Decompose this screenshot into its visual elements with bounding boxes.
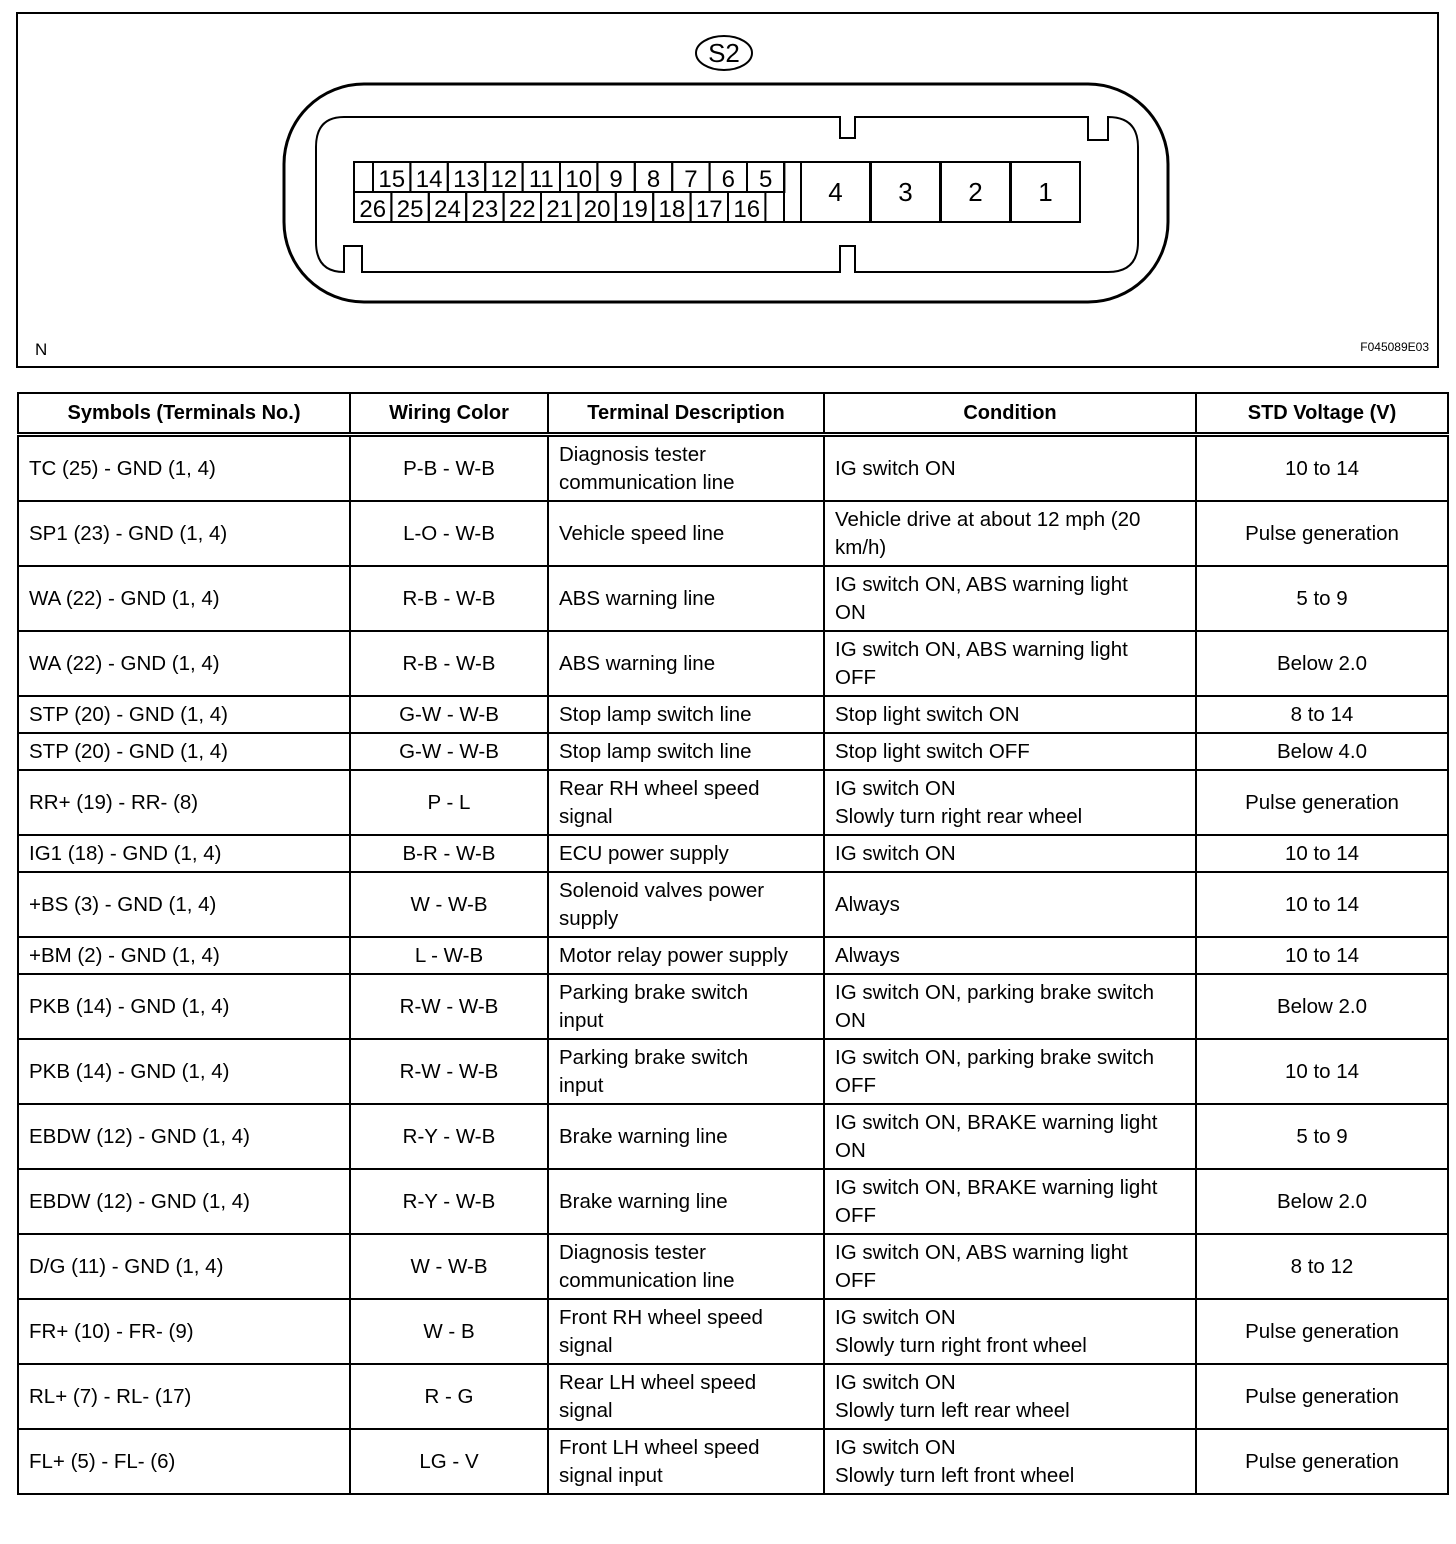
large-pin-label: 4 — [828, 177, 843, 207]
cell-description-text: Motor relay power supply — [559, 943, 789, 967]
cell-symbol-text: STP (20) - GND (1, 4) — [29, 702, 228, 726]
cell-std-voltage-text: 5 to 9 — [1296, 586, 1348, 610]
cell-description-text: Vehicle speed line — [559, 521, 725, 545]
cell-wiring-color — [350, 872, 548, 937]
cell-condition — [824, 435, 1196, 502]
cell-wiring-color — [350, 501, 548, 566]
cell-description — [548, 631, 824, 696]
cell-description — [548, 872, 824, 937]
cell-std-voltage — [1196, 1104, 1448, 1169]
cell-std-voltage-text: Pulse generation — [1245, 1449, 1399, 1473]
table-row — [18, 770, 1448, 835]
cell-wiring-color — [350, 1039, 548, 1104]
cell-condition-text: Slowly turn left front wheel — [835, 1463, 1075, 1487]
pin-label: 21 — [546, 196, 574, 223]
cell-std-voltage-text: 5 to 9 — [1296, 1124, 1348, 1148]
cell-description-text: Rear LH wheel speed — [559, 1370, 757, 1394]
cell-condition-text: IG switch ON, ABS warning light — [835, 637, 1128, 661]
cell-symbol — [18, 1234, 350, 1299]
cell-condition-text: IG switch ON, BRAKE warning light — [835, 1110, 1158, 1134]
cell-condition-text: Vehicle drive at about 12 mph (20 — [835, 507, 1141, 531]
pin-label: 16 — [733, 196, 761, 223]
cell-symbol-text: WA (22) - GND (1, 4) — [29, 586, 220, 610]
cell-std-voltage-text: Pulse generation — [1245, 1384, 1399, 1408]
cell-symbol-text: +BS (3) - GND (1, 4) — [29, 892, 217, 916]
cell-condition — [824, 566, 1196, 631]
cell-description-text: signal — [559, 804, 613, 828]
cell-wiring-color — [350, 1104, 548, 1169]
cell-description-text: communication line — [559, 1268, 735, 1292]
table-row — [18, 1104, 1448, 1169]
large-pin-label: 1 — [1038, 177, 1053, 207]
cell-condition-text: IG switch ON — [835, 776, 956, 800]
cell-condition-text: Slowly turn right rear wheel — [835, 804, 1083, 828]
cell-condition-text: IG switch ON, ABS warning light — [835, 1240, 1128, 1264]
cell-symbol — [18, 696, 350, 733]
cell-symbol-text: RL+ (7) - RL- (17) — [29, 1384, 192, 1408]
cell-description — [548, 566, 824, 631]
pin-label: 19 — [621, 196, 648, 223]
cell-wiring-color — [350, 435, 548, 502]
cell-symbol-text: WA (22) - GND (1, 4) — [29, 651, 220, 675]
cell-description — [548, 1169, 824, 1234]
cell-symbol-text: PKB (14) - GND (1, 4) — [29, 1059, 230, 1083]
cell-description-text: Brake warning line — [559, 1124, 728, 1148]
cell-description-text: Solenoid valves power — [559, 878, 765, 902]
cell-description — [548, 696, 824, 733]
cell-condition-text: ON — [835, 1008, 866, 1032]
cell-std-voltage — [1196, 937, 1448, 974]
pin-label: 26 — [359, 196, 387, 223]
cell-condition — [824, 1104, 1196, 1169]
cell-condition-text: km/h) — [835, 535, 887, 559]
pin-label: 20 — [583, 196, 611, 223]
cell-description-text: ABS warning line — [559, 586, 716, 610]
cell-condition-text: Always — [835, 943, 900, 967]
cell-description-text: Stop lamp switch line — [559, 739, 752, 763]
header-symbols: Symbols (Terminals No.) — [18, 393, 350, 435]
cell-wiring-color — [350, 770, 548, 835]
cell-wiring-color — [350, 1364, 548, 1429]
cell-description — [548, 1364, 824, 1429]
cell-std-voltage — [1196, 1234, 1448, 1299]
cell-description — [548, 974, 824, 1039]
cell-description-text: Stop lamp switch line — [559, 702, 752, 726]
pin-label: 14 — [415, 166, 443, 193]
cell-symbol-text: PKB (14) - GND (1, 4) — [29, 994, 230, 1018]
cell-description — [548, 835, 824, 872]
cell-symbol — [18, 733, 350, 770]
pin-label: 17 — [695, 196, 723, 223]
table-row — [18, 501, 1448, 566]
cell-wiring-color-text: G-W - W-B — [399, 702, 499, 726]
cell-description — [548, 501, 824, 566]
pin-label: 6 — [721, 166, 735, 193]
cell-description-text: Parking brake switch — [559, 980, 749, 1004]
table-row — [18, 631, 1448, 696]
cell-description — [548, 1234, 824, 1299]
cell-condition-text: Slowly turn left rear wheel — [835, 1398, 1070, 1422]
cell-description — [548, 1429, 824, 1494]
cell-wiring-color — [350, 631, 548, 696]
cell-condition-text: OFF — [835, 1203, 876, 1227]
cell-description-text: signal input — [559, 1463, 663, 1487]
cell-description-text: ECU power supply — [559, 841, 729, 865]
table-row — [18, 1169, 1448, 1234]
cell-symbol-text: EBDW (12) - GND (1, 4) — [29, 1124, 250, 1148]
cell-condition — [824, 1234, 1196, 1299]
cell-description — [548, 937, 824, 974]
large-pin-label: 2 — [968, 177, 983, 207]
cell-wiring-color — [350, 1299, 548, 1364]
cell-condition-text: IG switch ON — [835, 841, 956, 865]
cell-symbol — [18, 1364, 350, 1429]
figure-id: F045089E03 — [1360, 340, 1429, 354]
cell-symbol — [18, 501, 350, 566]
view-mark: N — [35, 340, 48, 359]
cell-symbol — [18, 1429, 350, 1494]
cell-condition-text: Slowly turn right front wheel — [835, 1333, 1087, 1357]
cell-condition — [824, 974, 1196, 1039]
cell-description-text: Front LH wheel speed — [559, 1435, 760, 1459]
cell-wiring-color — [350, 566, 548, 631]
cell-symbol-text: FL+ (5) - FL- (6) — [29, 1449, 176, 1473]
cell-condition — [824, 770, 1196, 835]
cell-std-voltage-text: 10 to 14 — [1284, 892, 1360, 916]
cell-condition-text: ON — [835, 1138, 866, 1162]
cell-condition — [824, 1169, 1196, 1234]
cell-condition-text: OFF — [835, 665, 876, 689]
cell-std-voltage — [1196, 835, 1448, 872]
header-std-voltage: STD Voltage (V) — [1196, 393, 1448, 435]
pin-grid — [354, 162, 1080, 223]
cell-condition-text: IG switch ON, ABS warning light — [835, 572, 1128, 596]
pin-label: 9 — [609, 166, 623, 193]
connector-drawing — [18, 14, 1441, 370]
cell-description-text: signal — [559, 1398, 613, 1422]
pin-label: 22 — [508, 196, 536, 223]
pin-label: 13 — [453, 166, 480, 193]
table-row — [18, 1364, 1448, 1429]
cell-std-voltage — [1196, 1169, 1448, 1234]
cell-condition — [824, 631, 1196, 696]
header-wiring-color: Wiring Color — [350, 393, 548, 435]
cell-wiring-color-text: G-W - W-B — [399, 739, 499, 763]
table-row — [18, 937, 1448, 974]
cell-description-text: signal — [559, 1333, 613, 1357]
cell-std-voltage-text: 8 to 12 — [1290, 1254, 1354, 1278]
cell-symbol-text: D/G (11) - GND (1, 4) — [29, 1254, 224, 1278]
table-row — [18, 1234, 1448, 1299]
cell-condition — [824, 1039, 1196, 1104]
pin-label: 7 — [684, 166, 698, 193]
cell-symbol-text: FR+ (10) - FR- (9) — [29, 1319, 194, 1343]
cell-description-text: input — [559, 1008, 604, 1032]
cell-wiring-color-text: L - W-B — [414, 943, 484, 967]
cell-symbol — [18, 937, 350, 974]
cell-wiring-color — [350, 1234, 548, 1299]
cell-symbol-text: STP (20) - GND (1, 4) — [29, 739, 228, 763]
cell-symbol — [18, 835, 350, 872]
cell-symbol — [18, 1169, 350, 1234]
pin-label: 25 — [396, 196, 424, 223]
cell-wiring-color-text: P-B - W-B — [403, 456, 495, 480]
connector-diagram — [16, 12, 1439, 368]
cell-condition-text: IG switch ON, BRAKE warning light — [835, 1175, 1158, 1199]
cell-symbol-text: EBDW (12) - GND (1, 4) — [29, 1189, 250, 1213]
pin-label: 24 — [434, 196, 461, 223]
cell-std-voltage-text: Below 4.0 — [1276, 739, 1368, 763]
cell-std-voltage-text: Below 2.0 — [1276, 651, 1368, 675]
pin-label: 11 — [528, 166, 554, 193]
cell-condition-text: OFF — [835, 1268, 876, 1292]
cell-condition-text: IG switch ON — [835, 456, 956, 480]
cell-wiring-color-text: P - L — [427, 790, 471, 814]
cell-description — [548, 1104, 824, 1169]
cell-symbol — [18, 435, 350, 502]
cell-condition — [824, 501, 1196, 566]
table-row — [18, 566, 1448, 631]
cell-std-voltage — [1196, 435, 1448, 502]
cell-symbol-text: SP1 (23) - GND (1, 4) — [29, 521, 228, 545]
pin-label: 15 — [378, 166, 406, 193]
pin-label: 12 — [490, 166, 518, 193]
cell-wiring-color-text: W - B — [423, 1319, 475, 1343]
cell-wiring-color — [350, 835, 548, 872]
pin-label: 23 — [471, 196, 499, 223]
table-row — [18, 872, 1448, 937]
cell-description-text: input — [559, 1073, 604, 1097]
cell-std-voltage — [1196, 631, 1448, 696]
cell-wiring-color-text: W - W-B — [410, 1254, 488, 1278]
cell-std-voltage — [1196, 501, 1448, 566]
cell-std-voltage — [1196, 1364, 1448, 1429]
table-row — [18, 696, 1448, 733]
cell-symbol-text: RR+ (19) - RR- (8) — [29, 790, 199, 814]
terminal-spec-table — [17, 392, 1449, 1495]
cell-std-voltage-text: Below 2.0 — [1276, 994, 1368, 1018]
cell-condition-text: OFF — [835, 1073, 876, 1097]
cell-wiring-color — [350, 1169, 548, 1234]
cell-std-voltage — [1196, 566, 1448, 631]
cell-wiring-color-text: LG - V — [419, 1449, 479, 1473]
table-row — [18, 1039, 1448, 1104]
cell-symbol — [18, 1104, 350, 1169]
cell-symbol — [18, 770, 350, 835]
cell-condition-text: Stop light switch ON — [835, 702, 1020, 726]
cell-symbol-text: +BM (2) - GND (1, 4) — [29, 943, 220, 967]
cell-wiring-color-text: R-Y - W-B — [402, 1189, 496, 1213]
cell-wiring-color-text: R-Y - W-B — [402, 1124, 496, 1148]
cell-description-text: Front RH wheel speed — [559, 1305, 763, 1329]
cell-std-voltage — [1196, 872, 1448, 937]
cell-std-voltage — [1196, 1299, 1448, 1364]
cell-condition — [824, 1364, 1196, 1429]
table-row — [18, 733, 1448, 770]
cell-symbol — [18, 1039, 350, 1104]
table-row — [18, 835, 1448, 872]
cell-symbol — [18, 566, 350, 631]
table-row — [18, 435, 1448, 502]
cell-description-text: Parking brake switch — [559, 1045, 749, 1069]
table-row — [18, 1299, 1448, 1364]
cell-condition — [824, 872, 1196, 937]
cell-condition — [824, 1429, 1196, 1494]
cell-description — [548, 1299, 824, 1364]
cell-wiring-color-text: R-B - W-B — [402, 586, 496, 610]
cell-std-voltage-text: 10 to 14 — [1284, 943, 1360, 967]
cell-symbol — [18, 872, 350, 937]
table-body — [18, 435, 1448, 1495]
cell-condition-text: IG switch ON — [835, 1370, 956, 1394]
cell-symbol-text: IG1 (18) - GND (1, 4) — [29, 841, 222, 865]
cell-wiring-color-text: B-R - W-B — [402, 841, 496, 865]
cell-description — [548, 435, 824, 502]
cell-wiring-color-text: R-W - W-B — [399, 994, 499, 1018]
cell-wiring-color — [350, 696, 548, 733]
cell-description — [548, 733, 824, 770]
cell-std-voltage-text: 8 to 14 — [1290, 702, 1354, 726]
pin-label: 8 — [646, 166, 661, 193]
pin-label: 10 — [565, 166, 593, 193]
cell-std-voltage-text: Below 2.0 — [1276, 1189, 1368, 1213]
cell-symbol — [18, 631, 350, 696]
cell-std-voltage-text: 10 to 14 — [1284, 841, 1360, 865]
pin-label: 5 — [759, 166, 773, 193]
cell-condition — [824, 1299, 1196, 1364]
cell-std-voltage — [1196, 733, 1448, 770]
cell-condition — [824, 937, 1196, 974]
cell-description-text: Rear RH wheel speed — [559, 776, 760, 800]
cell-wiring-color — [350, 974, 548, 1039]
cell-condition — [824, 733, 1196, 770]
cell-std-voltage — [1196, 1039, 1448, 1104]
table-row — [18, 1429, 1448, 1494]
cell-description-text: communication line — [559, 470, 735, 494]
cell-description — [548, 770, 824, 835]
cell-condition-text: IG switch ON — [835, 1305, 956, 1329]
cell-wiring-color-text: R-B - W-B — [402, 651, 496, 675]
cell-condition-text: IG switch ON, parking brake switch — [835, 980, 1154, 1004]
large-pin-label: 3 — [898, 177, 913, 207]
cell-std-voltage-text: Pulse generation — [1245, 521, 1399, 545]
cell-symbol-text: TC (25) - GND (1, 4) — [29, 456, 216, 480]
cell-std-voltage — [1196, 696, 1448, 733]
cell-description — [548, 1039, 824, 1104]
cell-std-voltage — [1196, 974, 1448, 1039]
cell-condition — [824, 696, 1196, 733]
cell-wiring-color — [350, 937, 548, 974]
cell-description-text: Brake warning line — [559, 1189, 728, 1213]
connector-label: S2 — [708, 38, 740, 68]
cell-condition-text: Always — [835, 892, 900, 916]
cell-symbol — [18, 1299, 350, 1364]
cell-std-voltage-text: Pulse generation — [1245, 790, 1399, 814]
cell-condition-text: IG switch ON, parking brake switch — [835, 1045, 1154, 1069]
blank-pin-cell — [354, 162, 373, 192]
cell-wiring-color — [350, 733, 548, 770]
table-row — [18, 974, 1448, 1039]
cell-std-voltage-text: 10 to 14 — [1284, 1059, 1360, 1083]
cell-wiring-color-text: R - G — [424, 1384, 474, 1408]
cell-description-text: ABS warning line — [559, 651, 716, 675]
cell-wiring-color-text: R-W - W-B — [399, 1059, 499, 1083]
cell-condition-text: ON — [835, 600, 866, 624]
cell-std-voltage-text: Pulse generation — [1245, 1319, 1399, 1343]
cell-std-voltage — [1196, 1429, 1448, 1494]
cell-wiring-color-text: W - W-B — [410, 892, 488, 916]
cell-description-text: supply — [559, 906, 619, 930]
cell-condition — [824, 835, 1196, 872]
cell-description-text: Diagnosis tester — [559, 442, 706, 466]
cell-wiring-color — [350, 1429, 548, 1494]
pin-label: 18 — [658, 196, 686, 223]
header-condition: Condition — [824, 393, 1196, 435]
header-terminal-description: Terminal Description — [548, 393, 824, 435]
cell-description-text: Diagnosis tester — [559, 1240, 706, 1264]
cell-std-voltage — [1196, 770, 1448, 835]
cell-condition-text: Stop light switch OFF — [835, 739, 1030, 763]
cell-std-voltage-text: 10 to 14 — [1284, 456, 1360, 480]
cell-symbol — [18, 974, 350, 1039]
table-header-row — [18, 393, 1448, 435]
cell-wiring-color-text: L-O - W-B — [403, 521, 495, 545]
cell-condition-text: IG switch ON — [835, 1435, 956, 1459]
